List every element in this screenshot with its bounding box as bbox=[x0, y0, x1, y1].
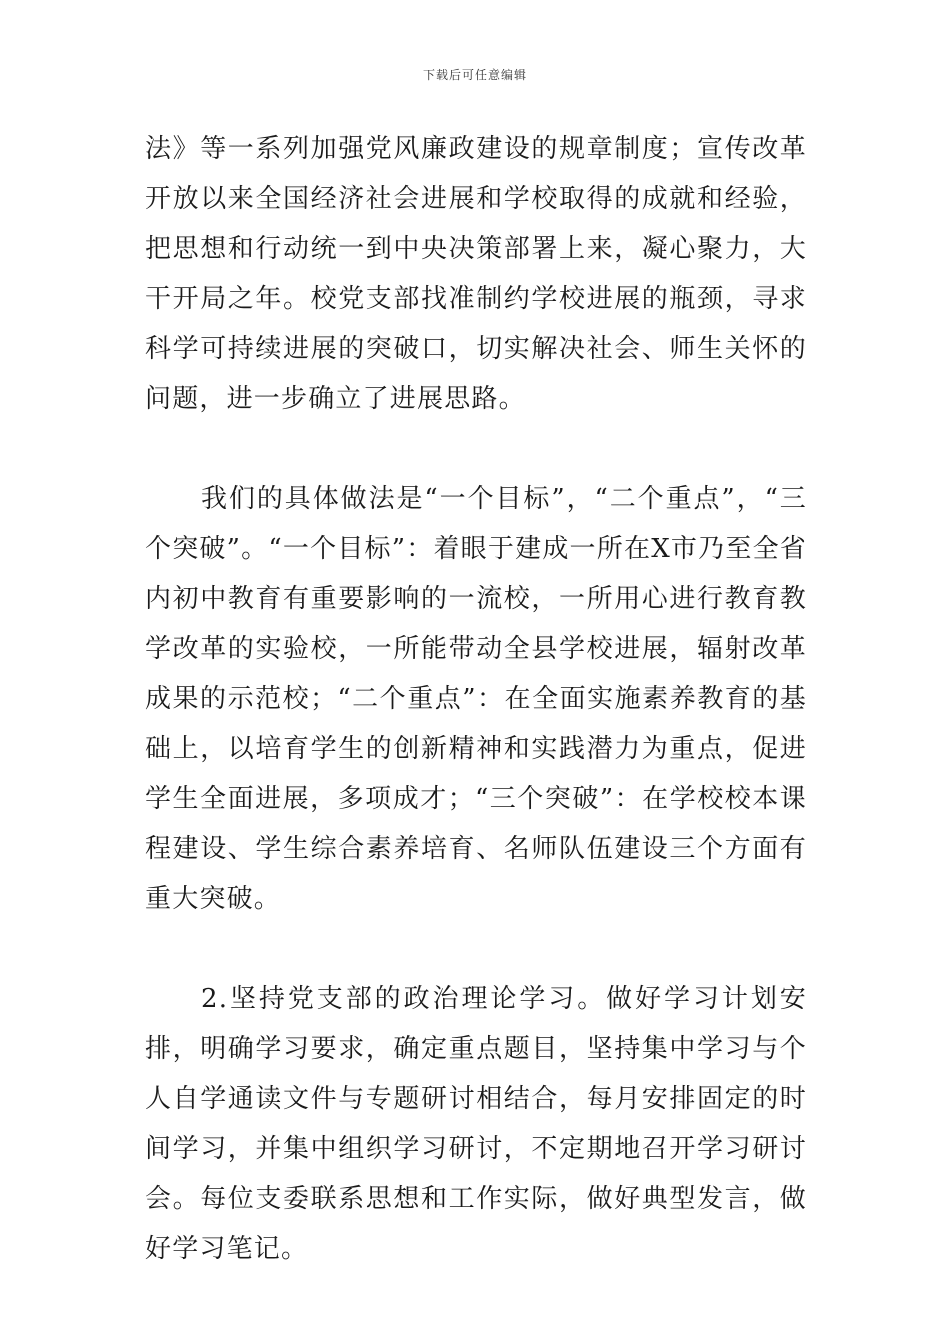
paragraph-spacer bbox=[145, 924, 807, 974]
document-body bbox=[145, 124, 807, 1274]
page-header: 下载后可任意编辑 bbox=[422, 68, 527, 82]
paragraph-spacer bbox=[145, 424, 807, 474]
paragraph-study: 2.坚持党支部的政治理论学习。做好学习计划安排，明确学习要求，确定重点题目，坚持集中学习与个人自学通读文件与专题研讨相结合，每月安排固定的时间学习，并集中组织学习研讨，不定期地召开学习研讨会。每位支委联系思想和工作实际，做好典型发言，做好学习笔记。 bbox=[145, 984, 807, 1264]
paragraph-continuation: 法》等一系列加强党风廉政建设的规章制度；宣传改革开放以来全国经济社会进展和学校取得的成就和经验，把思想和行动统一到中央决策部署上来，凝心聚力，大干开局之年。校党支部找准制约学校进展的瓶颈，寻求科学可持续进展的突破口，切实解决社会、师生关怀的问题，进一步确立了进展思路。 bbox=[145, 134, 807, 414]
paragraph-goals: 我们的具体做法是“一个目标”，“二个重点”，“三个突破”。“一个目标”：着眼于建成一所在X市乃至全省内初中教育有重要影响的一流校，一所用心进行教育教学改革的实验校，一所能带动全县学校进展，辐射改革成果的示范校；“二个重点”：在全面实施素养教育的基础上，以培育学生的创新精神和实践潜力为重点，促进学生全面进展，多项成才；“三个突破”：在学校校本课程建设、学生综合素养培育、名师队伍建设三个方面有重大突破。 bbox=[145, 484, 807, 914]
